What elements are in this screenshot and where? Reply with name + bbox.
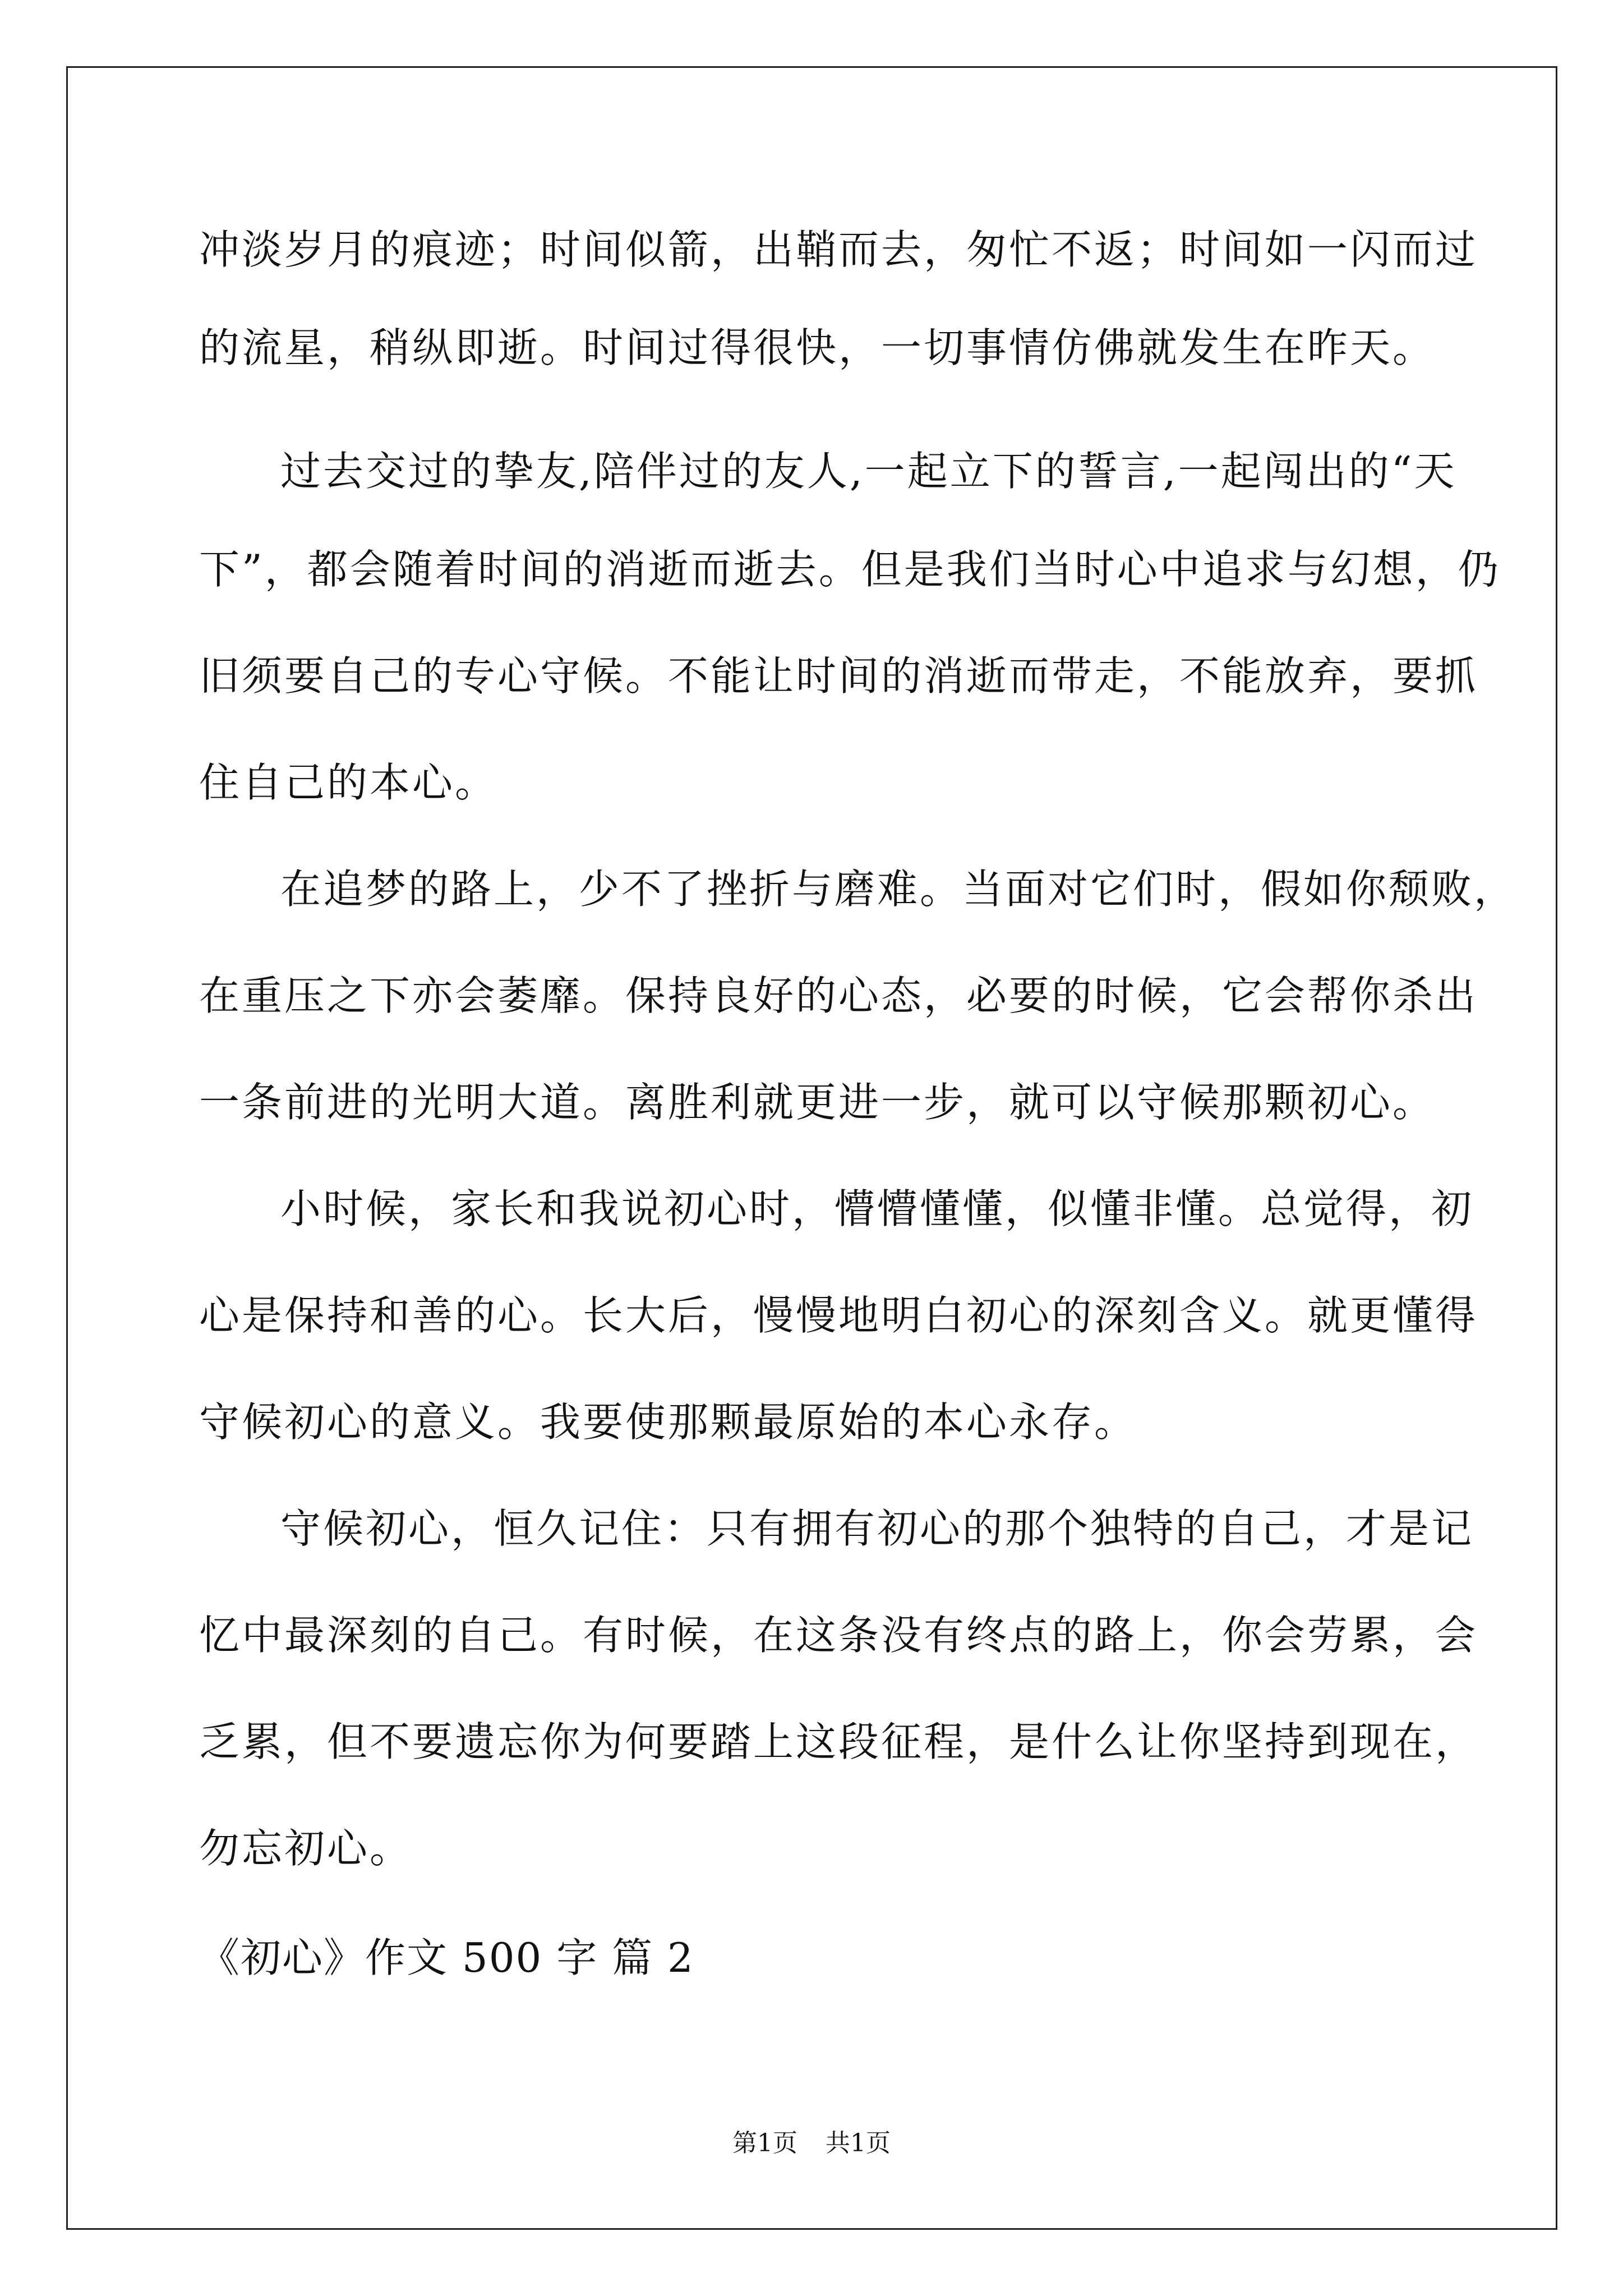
- text-line: 冲淡岁月的痕迹；时间似箭，出鞘而去，匆忙不返；时间如一闪而过: [199, 226, 1478, 273]
- text-line: 过去交过的挚友,陪伴过的友人,一起立下的誓言,一起闯出的“天: [280, 448, 1457, 495]
- page-frame: [66, 66, 1557, 2230]
- text-line: 的流星，稍纵即逝。时间过得很快，一切事情仿佛就发生在昨天。: [199, 324, 1436, 371]
- section-heading: 《初心》作文 500 字 篇 2: [199, 1934, 694, 1981]
- text-line: 一条前进的光明大道。离胜利就更进一步，就可以守候那颗初心。: [199, 1079, 1436, 1126]
- page-number: 第1页: [732, 2129, 797, 2157]
- text-line: 忆中最深刻的自己。有时候，在这条没有终点的路上，你会劳累，会: [199, 1612, 1478, 1659]
- text-line: 守候初心的意义。我要使那颗最原始的本心永存。: [199, 1398, 1137, 1446]
- page-footer: [0, 2128, 1623, 2159]
- text-line: 勿忘初心。: [199, 1825, 413, 1872]
- text-line: 在重压之下亦会萎靡。保持良好的心态，必要的时候，它会帮你杀出: [199, 972, 1478, 1019]
- text-line: 住自己的本心。: [199, 759, 498, 806]
- text-line: 乏累，但不要遗忘你为何要踏上这段征程，是什么让你坚持到现在，: [199, 1718, 1478, 1765]
- text-line: 守候初心，恒久记住：只有拥有初心的那个独特的自己，才是记: [280, 1505, 1474, 1552]
- text-line: 心是保持和善的心。长大后，慢慢地明白初心的深刻含义。就更懂得: [199, 1292, 1478, 1339]
- text-line: 小时候，家长和我说初心时，懵懵懂懂，似懂非懂。总觉得，初: [280, 1185, 1474, 1232]
- text-line: 下”，都会随着时间的消逝而逝去。但是我们当时心中追求与幻想，仍: [199, 546, 1501, 593]
- page-total: 共1页: [826, 2129, 891, 2157]
- text-line: 旧须要自己的专心守候。不能让时间的消逝而带走，不能放弃，要抓: [199, 652, 1478, 700]
- text-line: 在追梦的路上，少不了挫折与磨难。当面对它们时，假如你颓败，: [280, 866, 1517, 913]
